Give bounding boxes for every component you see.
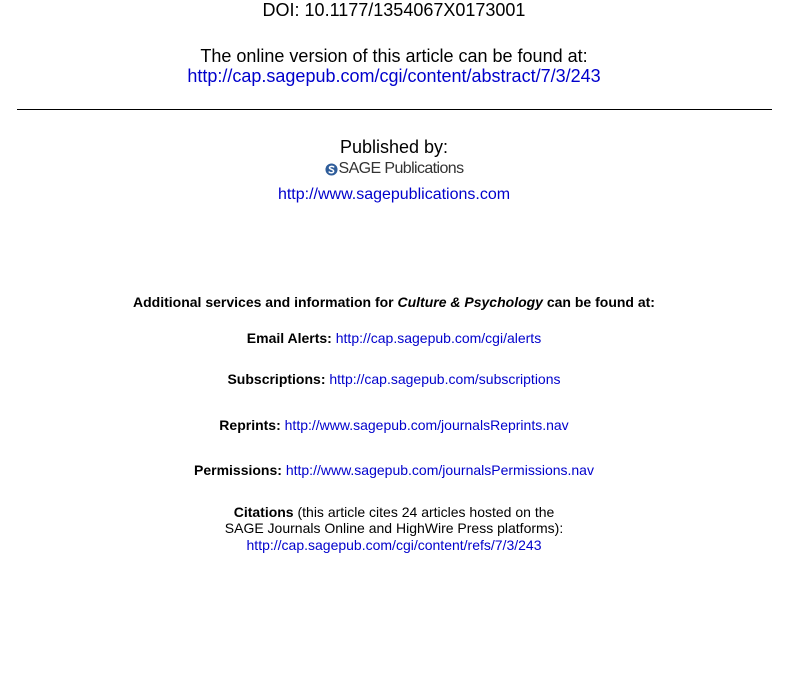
online-version-text: The online version of this article can be found at:: [200, 46, 588, 66]
citations-label: Citations: [233, 504, 294, 520]
sage-publications-logo: [325, 160, 464, 178]
journal-name: Culture & Psychology: [397, 294, 543, 310]
service-label: Permissions:: [194, 462, 282, 478]
services-intro: [0, 294, 788, 310]
sage-logo-text: SAGE Publications: [338, 160, 464, 177]
reprints-link[interactable]: http://www.sagepub.com/journalsReprints.nav: [284, 417, 569, 433]
sagepublications-link[interactable]: http://www.sagepublications.com: [277, 186, 511, 203]
citations-link[interactable]: http://cap.sagepub.com/cgi/content/refs/7/3/243: [246, 537, 542, 553]
citations-line-2: SAGE Journals Online and HighWire Press platforms):: [224, 520, 564, 536]
citations-text: (this article cites 24 articles hosted on the: [293, 504, 555, 520]
permissions-link[interactable]: http://www.sagepub.com/journalsPermissions.nav: [285, 462, 594, 478]
services-intro-prefix: Additional services and information for: [133, 294, 398, 310]
service-email-alerts: [0, 330, 788, 346]
subscriptions-link[interactable]: http://cap.sagepub.com/subscriptions: [329, 371, 561, 387]
service-subscriptions: [0, 371, 788, 387]
divider: [17, 109, 772, 110]
service-permissions: [0, 462, 788, 478]
service-label: Email Alerts:: [246, 330, 332, 346]
service-label: Subscriptions:: [227, 371, 326, 387]
services-intro-suffix: can be found at:: [542, 294, 655, 310]
sage-logo-icon: [325, 163, 338, 176]
service-label: Reprints:: [219, 417, 281, 433]
email-alerts-link[interactable]: http://cap.sagepub.com/cgi/alerts: [335, 330, 542, 346]
service-reprints: [0, 417, 788, 433]
citations-line-1: [0, 504, 788, 520]
published-by-label: Published by:: [339, 137, 449, 157]
article-abstract-link[interactable]: http://cap.sagepub.com/cgi/content/abstract/7/3/243: [187, 66, 601, 86]
doi-line: DOI: 10.1177/1354067X0173001: [262, 0, 526, 20]
